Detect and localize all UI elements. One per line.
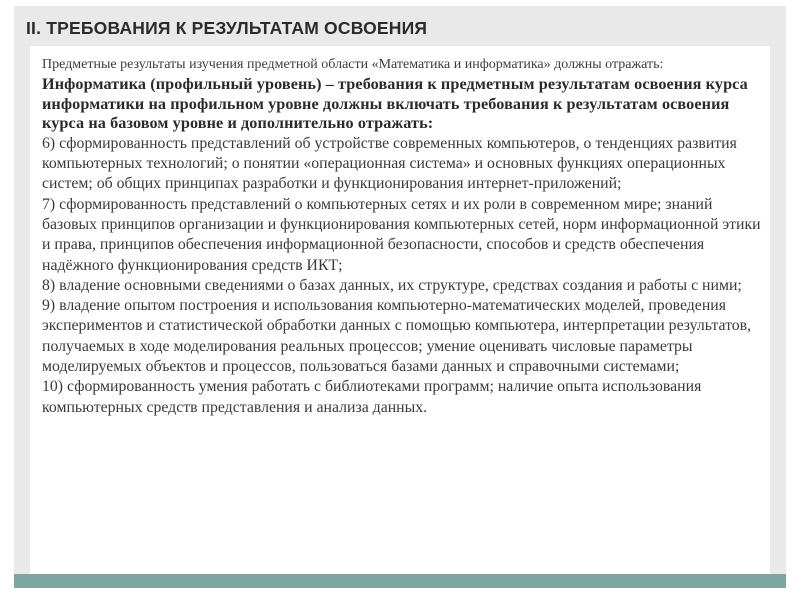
requirement-item-8: 8) владение основными сведениями о базах данных, их структуре, средствах создания и работы с ними; (42, 276, 742, 294)
requirement-item-6: 6) сформированность представлений об устройстве современных компьютеров, о тенденциях развития компьютерных технологий; о понятии «операционная система» и основных функциях операционных систем; об общих принципах разработки и функционирования интернет-приложений; (42, 134, 737, 193)
slide-content (42, 56, 764, 418)
requirement-item-9: 9) владение опытом построения и использования компьютерно-математических моделей, проведения экспериментов и статистической обработки данных с помощью компьютера, интерпретации результатов, получаемых в ходе моделирования реальных процессов; умение оценивать числовые параметры моделируемых объектов и процессов, пользоваться базами данных и справочными системами; (42, 297, 752, 376)
bottom-accent-bar (14, 574, 786, 588)
requirement-item-7: 7) сформированность представлений о компьютерных сетях и их роли в современном мире; знаний базовых принципов организации и функционирования компьютерных сетей, норм информационной этики и права, принципов обеспечения информационной безопасности, способов и средств обеспечения надёжного функционирования средств ИКТ; (42, 195, 761, 274)
right-border (770, 46, 786, 586)
slide-title: II. ТРЕБОВАНИЯ К РЕЗУЛЬТАТАМ ОСВОЕНИЯ (26, 18, 428, 38)
section-heading: Информатика (профильный уровень) – требования к предметным результатам освоения курса информатики на профильном уровне должны включать требования к результатам освоения курса на базовом уровне и дополнительно отражать: (42, 75, 748, 133)
intro-text: Предметные результаты изучения предметной области «Математика и информатика» должны отражать: (42, 57, 664, 72)
requirement-item-10: 10) сформированность умения работать с библиотеками программ; наличие опыта использования компьютерных средств представления и анализа данных. (42, 378, 702, 416)
left-border (14, 46, 30, 586)
